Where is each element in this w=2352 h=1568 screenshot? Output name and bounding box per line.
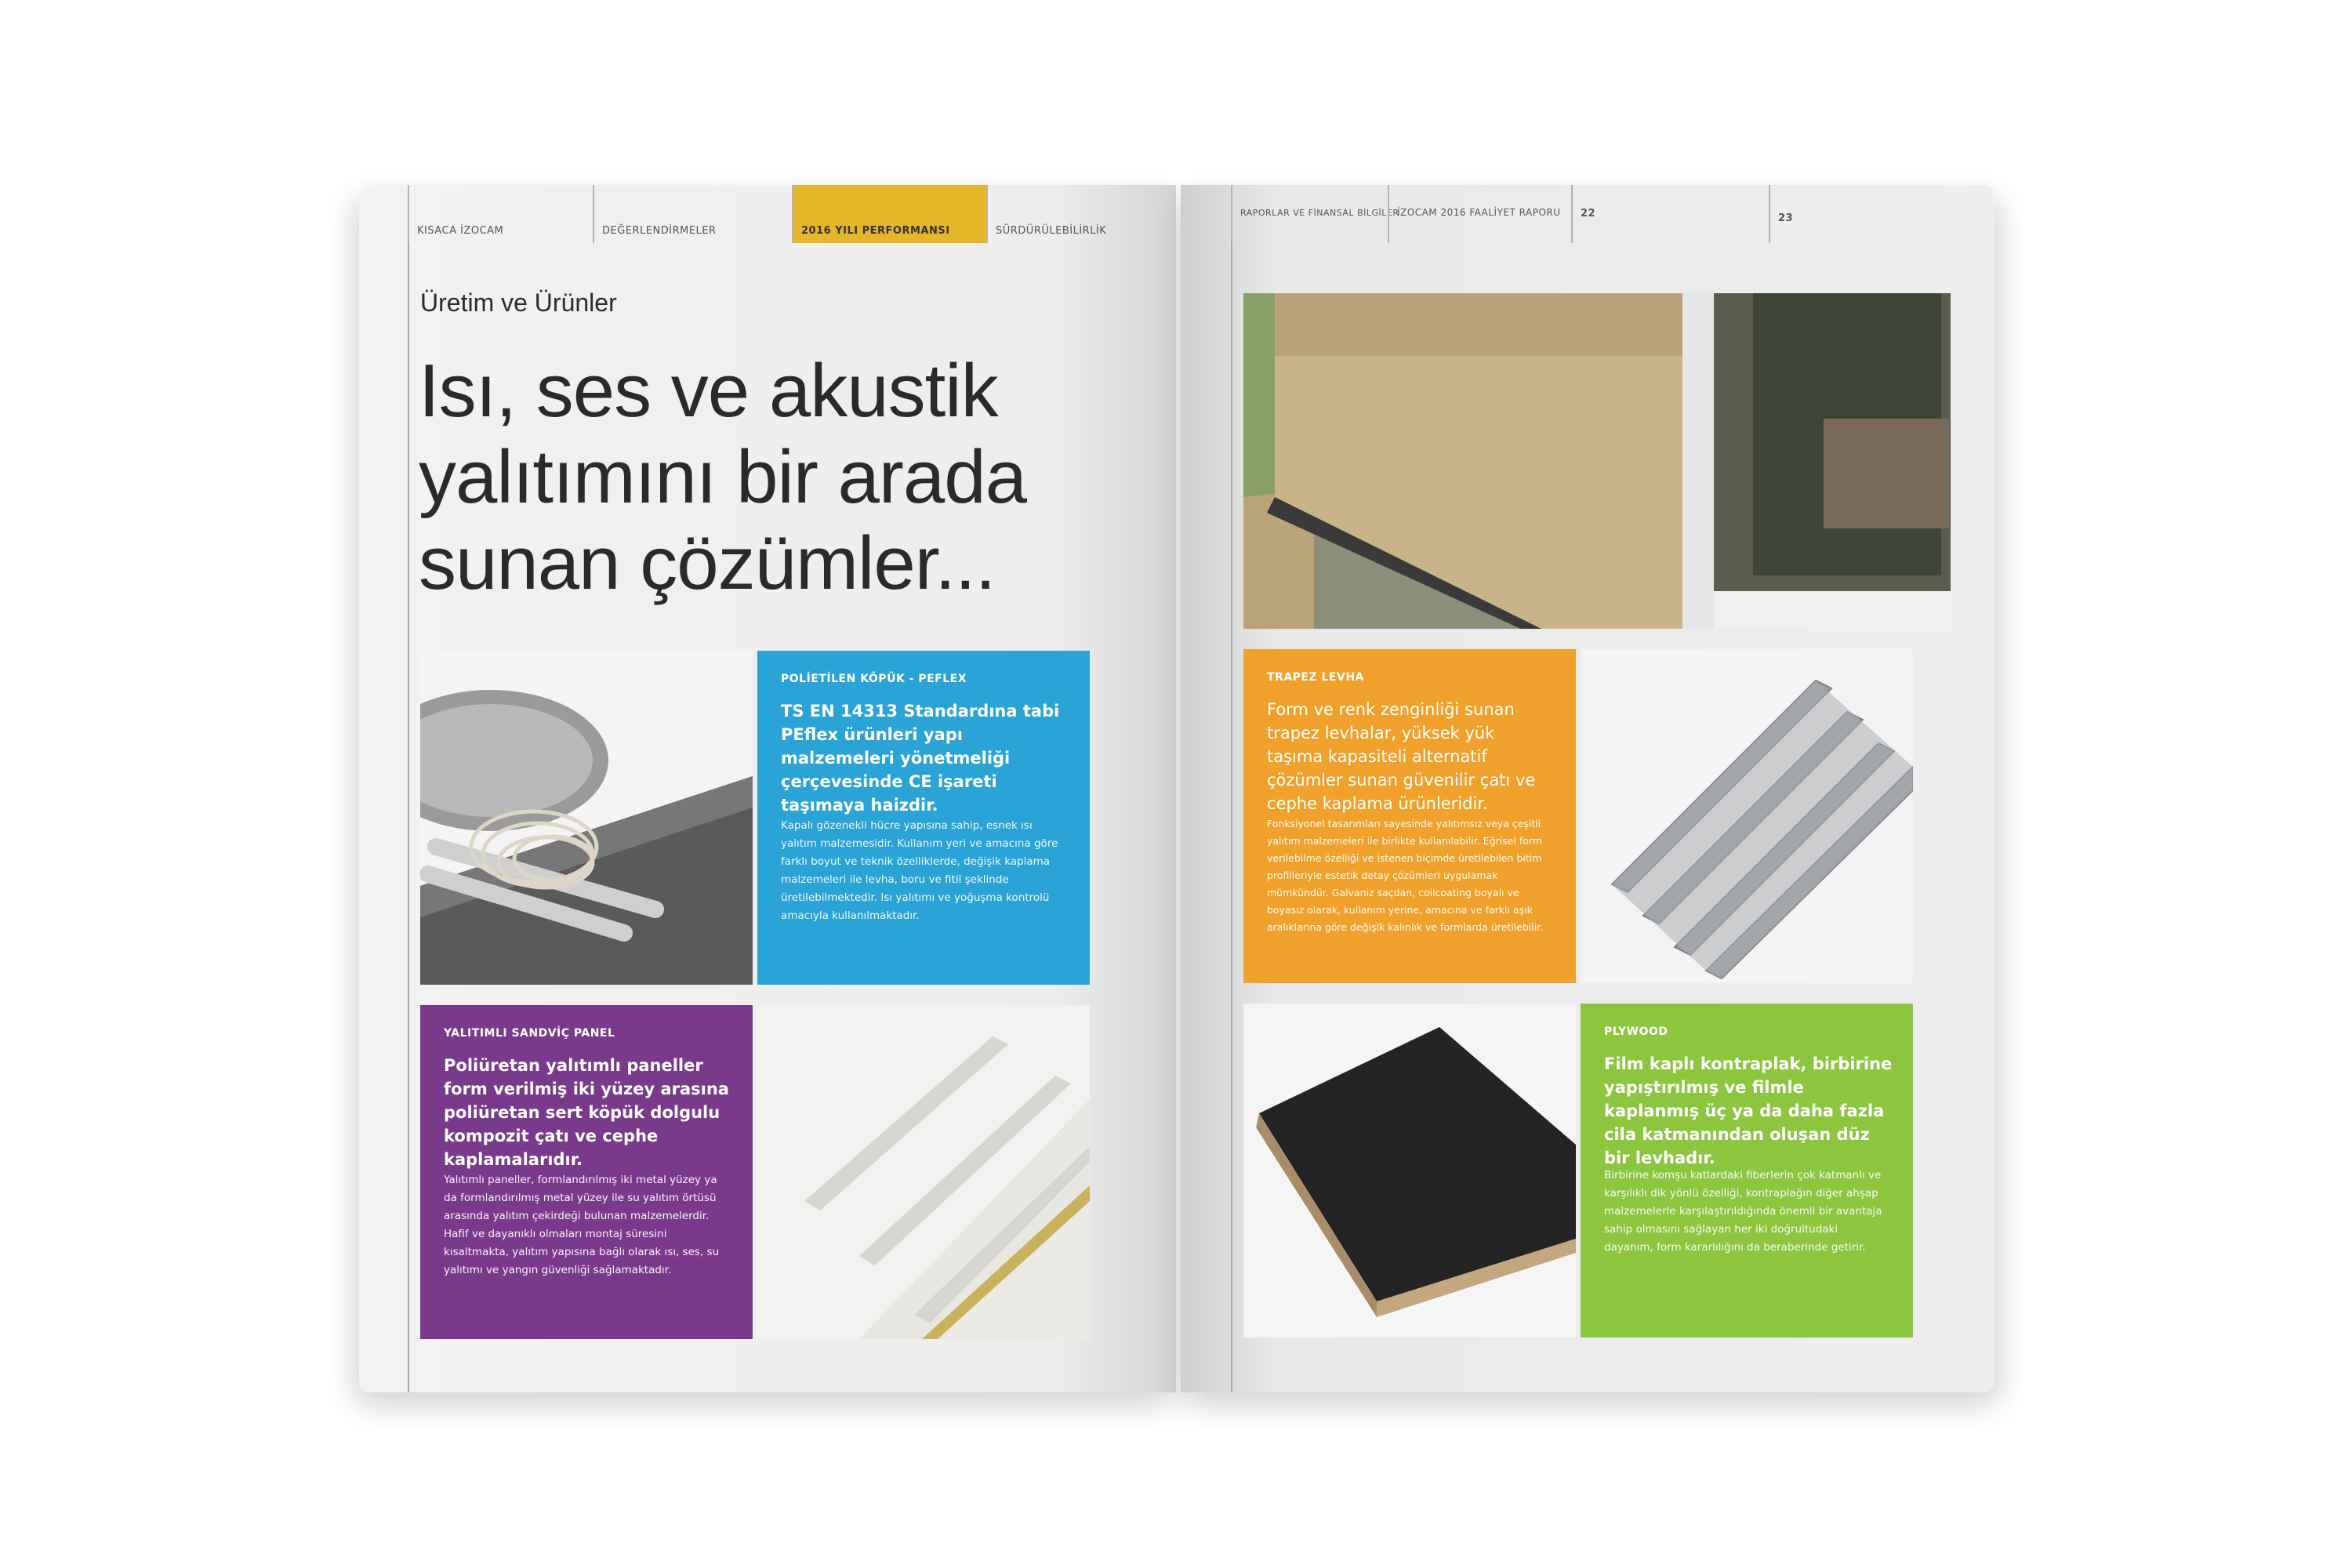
sandvic-card xyxy=(420,1005,753,1339)
sandwich-panel-photo xyxy=(757,1005,1090,1339)
trapez-body: Fonksiyonel tasarımları sayesinde yalıtımsız veya çeşitli yalıtım malzemeleri ile birlikte kullanılabilir. Eğrisel form verilebilme özelliği ve istenen biçimde üretilebilen bitim profilleriyle estetik detay çözümleri uygulamak mümkündür. Galvaniz saçdan, coilcoating boyalı ve boyasız olarak, kullanım yerine, amacına ve farklı aşık aralıklarına göre değişik kalınlık ve formlarda üretilebilir. xyxy=(1267,818,1544,933)
peflex-card xyxy=(757,651,1090,985)
section-title: Üretim ve Ürünler xyxy=(420,289,617,317)
plywood-card xyxy=(1581,1004,1913,1338)
right-page xyxy=(1181,185,1994,1392)
trapez-card xyxy=(1243,649,1576,983)
peflex-lead: TS EN 14313 Standardına tabi PEflex ürünleri yapı malzemeleri yönetmeliği çerçevesinde CE işareti taşımaya haizdir. xyxy=(781,702,1060,815)
headline xyxy=(419,348,1062,607)
tab-faaliyet-raporu[interactable]: İZOCAM 2016 FAALİYET RAPORU xyxy=(1388,185,1571,243)
sandvic-body: Yalıtımlı paneller, formlandırılmış iki metal yüzey ya da formlandırılmış metal yüzey ile su yalıtım örtüsü arasında yalıtım çekirdeği bulunan malzemelerdir. Hafif ve dayanıklı olmaları montaj süresini kısaltmakta, yalıtım yapısına bağlı olarak ısı, ses, su yalıtımı ve yangın güvenliği sağlamaktadır. xyxy=(444,1174,720,1276)
tab-kisaca-izocam[interactable]: KISACA İZOCAM xyxy=(408,185,593,243)
page-number-left: 22 xyxy=(1571,185,1769,243)
tab-degerlendirmeler[interactable]: DEĞERLENDİRMELER xyxy=(593,185,792,243)
headline-line-3: sunan çözümler... xyxy=(419,521,996,605)
trapez-lead: Form ve renk zenginliği sunan trapez levhalar, yüksek yük taşıma kapasiteli alternatif çözümler sunan güvenilir çatı ve cephe kaplama ürünleridir. xyxy=(1267,700,1536,813)
sandvic-label: YALITIMLI SANDVİÇ PANEL xyxy=(444,1027,615,1040)
trapez-photo xyxy=(1581,649,1913,983)
plywood-lead: Film kaplı kontraplak, birbirine yapıştırılmış ve filmle kaplanmış üç ya da daha fazla cila katmanından oluşan düz bir levhadır. xyxy=(1604,1054,1893,1167)
facade-photo xyxy=(1243,293,1951,629)
peflex-body: Kapalı gözenekli hücre yapısına sahip, esnek ısı yalıtım malzemesidir. Kullanım yeri ve amacına göre farklı boyut ve teknik özelliklerde, değişik kaplama malzemeleri ile levha, boru ve fitil şeklinde üretilebilmektedir. Isı yalıtımı ve yoğuşma kontrolü amacıyla kullanılmaktadır. xyxy=(781,819,1058,922)
margin-line xyxy=(408,185,409,1392)
headline-line-2: yalıtımını bir arada xyxy=(419,435,1026,519)
plywood-label: PLYWOOD xyxy=(1604,1025,1668,1038)
trapez-label: TRAPEZ LEVHA xyxy=(1267,671,1364,684)
margin-line xyxy=(1231,185,1232,1392)
plywood-body: Birbirine komşu katlardaki fiberlerin çok katmanlı ve karşılıklı dik yönlü özelliği, kontraplağın diğer ahşap malzemelerle karşılaştırıldığında önemli bir avantaja sahip olmasını sağlayan her iki doğrultudaki dayanım, form kararlılığını da beraberinde getirir. xyxy=(1604,1169,1882,1254)
sandvic-lead: Poliüretan yalıtımlı paneller form verilmiş iki yüzey arasına poliüretan sert köpük dolgulu kompozit çatı ve cephe kaplamalarıdır. xyxy=(444,1056,729,1169)
left-page xyxy=(359,185,1176,1392)
tab-2016-performans[interactable]: 2016 YILI PERFORMANSI xyxy=(792,185,986,243)
peflex-label: POLİETİLEN KÖPÜK - PEFLEX xyxy=(781,673,967,685)
tab-surdurulebilirlik[interactable]: SÜRDÜRÜLEBİLİRLİK xyxy=(986,185,1176,243)
peflex-photo xyxy=(420,651,753,985)
headline-line-1: Isı, ses ve akustik xyxy=(419,349,998,433)
page-number-right: 23 xyxy=(1769,185,1994,243)
plywood-photo xyxy=(1243,1004,1576,1338)
tab-raporlar[interactable]: RAPORLAR VE FİNANSAL BİLGİLER xyxy=(1231,185,1388,243)
